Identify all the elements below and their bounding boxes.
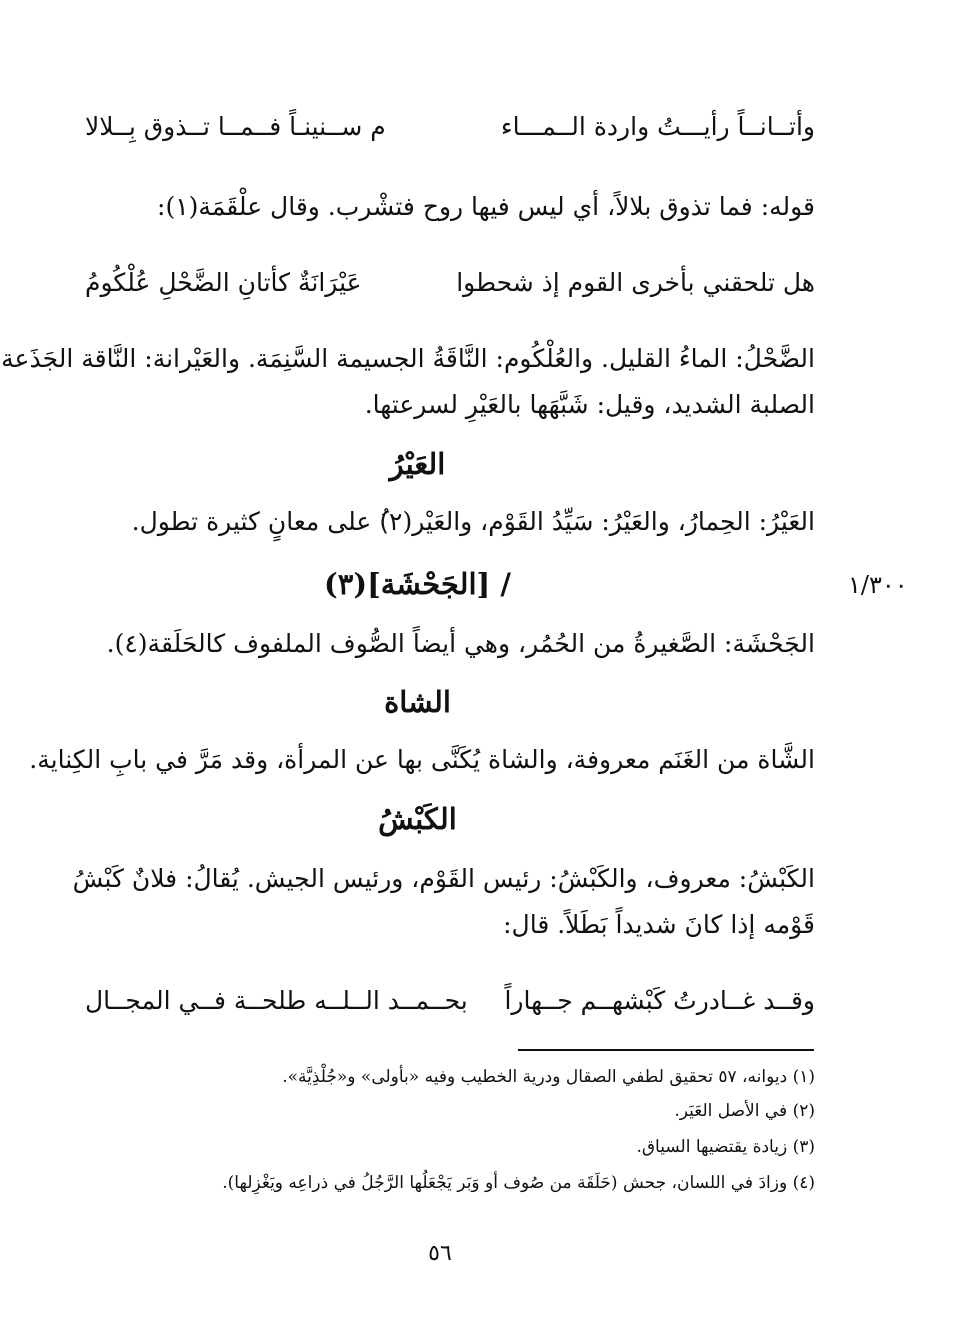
verse-1-second-hemistich: م ســنينـاً فــمــا تــذوق بِــلالا [85,112,386,141]
verse-2 [85,266,815,300]
footnote-separator [518,1049,814,1051]
footnote-2: (٢) في الأصل العَيَر. [674,1101,815,1121]
paragraph-2-line-1: الضَّحْلُ: الماءُ القليل. والعُلْكُوم: النَّاقَةُ الجسيمة السَّنِمَة. والعَيْرانة: النَّاقة الجَذَعة [1,344,815,373]
paragraph-6-line-1: الكَبْشُ: معروف، والكَبْشُ: رئيس القَوْم، ورئيس الجيش. يُقالُ: فلانٌ كَبْشُ [72,864,815,893]
verse-3-first-hemistich: وقــد غــادرتُ كَبْشهــم جــهاراً [504,986,815,1015]
heading-al-kabsh: الكَبْشُ [378,802,457,836]
paragraph-1: قوله: فما تذوق بلالاً، أي ليس فيها روح فتشْرب. وقال علْقَمَة(١): [157,192,815,221]
heading-al-shat: الشاة [384,685,451,719]
paragraph-6-line-2: قَوْمه إذا كانَ شديداً بَطَلاً. قال: [503,910,815,939]
verse-1-first-hemistich: وأتــانــاً رأيـــتُ واردة الــمـــاء [500,112,815,141]
footnote-1: (١) ديوانه، ٥٧ تحقيق لطفي الصقال ودرية الخطيب وفيه «بأولى» و«جُلْذِيَّة». [282,1067,815,1087]
paragraph-5: الشَّاة من الغَنَم معروفة، والشاة يُكَنَّى بها عن المرأة، وقد مَرَّ في بابِ الكِناية. [29,745,815,774]
heading-al-jahsha: / [الجَحْشَة](٣) [324,567,511,601]
paragraph-4: الجَحْشَة: الصَّغيرةُ من الحُمُر، وهي أيضاً الصُّوف الملفوف كالحَلَقة(٤). [106,629,815,658]
paragraph-2-line-2: الصلبة الشديد، وقيل: شَبَّهَها بالعَيْرِ لسرعتها. [364,390,815,419]
footnote-4: (٤) وزادَ في اللسان، جحش (حَلَقَة من صُوف أو وَبَر يَجْعَلُها الرَّجُلُ في ذراعِه ويَغْزِلها). [222,1173,815,1193]
verse-3 [85,984,815,1018]
heading-al-ayr: العَيْرُ [389,447,446,481]
verse-2-second-hemistich: عَيْرَانَةٌ كأتانِ الضَّحْلِ عُلْكُومُ [85,268,362,297]
paragraph-3: العَيْرُ: الحِمارُ، والعَيْرُ: سَيِّدُ القَوْم، والعَيْر(٢)ُ على معانٍ كثيرة تطول. [131,507,815,536]
verse-2-first-hemistich: هل تلحقني بأخرى القوم إذ شحطوا [456,268,815,297]
margin-manuscript-reference: ١/٣٠٠ [848,571,908,599]
footnote-3: (٣) زيادة يقتضيها السياق. [636,1137,815,1157]
page-number: ٥٦ [428,1241,452,1266]
verse-1 [85,110,815,144]
verse-3-second-hemistich: بحــمــد الــلــه طلحــة فــي المجــال [85,986,468,1015]
